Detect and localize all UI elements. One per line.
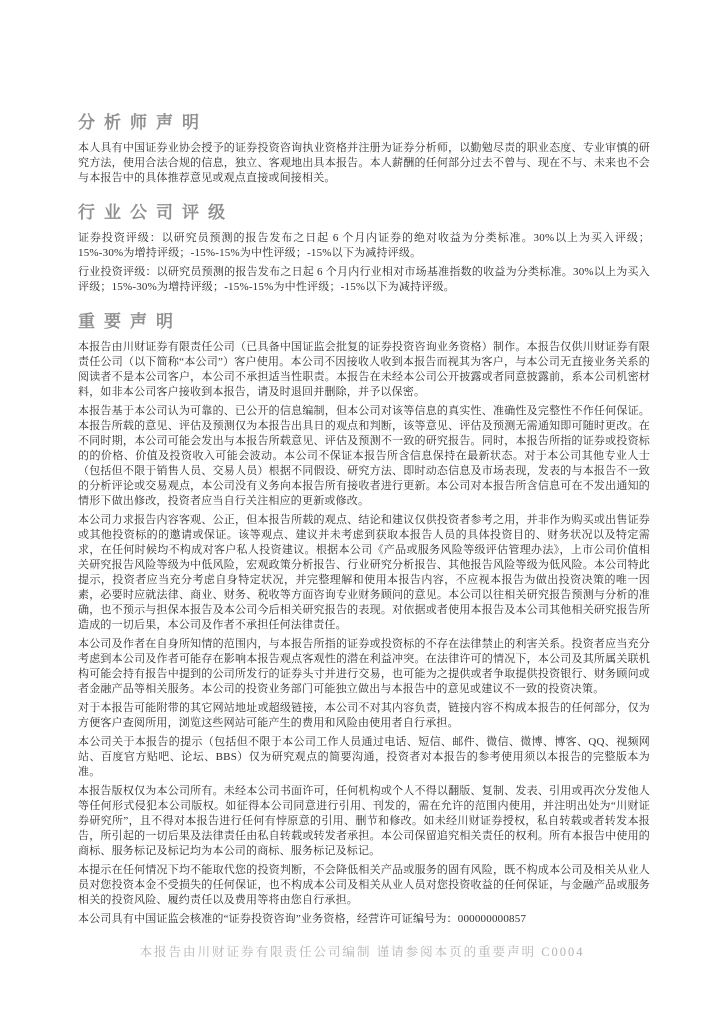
rating-industry-paragraph: 行业投资评级：以研究员预测的报告发布之日起 6 个月内行业相对市场基准指数的收益为分类标准。30%以上为买入评级；15%-30%为增持评级；-15%-15%为中性评级；-15%以下为减持评级。 bbox=[78, 266, 650, 293]
section-rating bbox=[78, 202, 650, 295]
important-paragraph-2: 本报告基于本公司认为可靠的、已公开的信息编制，但本公司对该等信息的真实性、准确性及完整性不作任何保证。本报告所载的意见、评估及预测仅为本报告出具日的观点和判断，该等意见、评估及预测无需通知即可随时更改。在不同时期，本公司可能会发出与本报告所载意见、评估及预测不一致的研究报告。同时，本报告所指的证券或投资标的的价格、价值及投资收入可能会波动。本公司不保证本报告所含信息保持在最新状态。对于本公司其他专业人士（包括但不限于销售人员、交易人员）根据不同假设、研究方法、即时动态信息及市场表现，发表的与本报告不一致的分析评论或交易观点，本公司没有义务向本报告所有接收者进行更新。本公司对本报告所含信息可在不发出通知的情形下做出修改，投资者应当自行关注相应的更新或修改。 bbox=[78, 405, 650, 507]
section-analyst-statement bbox=[78, 112, 650, 186]
important-paragraph-3: 本公司力求报告内容客观、公正，但本报告所载的观点、结论和建议仅供投资者参考之用，并非作为购买或出售证券或其他投资标的的邀请或保证。该等观点、建议并未考虑到获取本报告人员的具体投资目的、财务状况以及特定需求，在任何时候均不构成对客户私人投资建议。根据本公司《产品或服务风险等级评估管理办法》，上市公司价值相关研究报告风险等级为中低风险，宏观政策分析报告、行业研究分析报告、其他报告风险等级为低风险。本公司特此提示，投资者应当充分考虑自身特定状况，并完整理解和使用本报告内容，不应视本报告为做出投资决策的唯一因素，必要时应就法律、商业、财务、税收等方面咨询专业财务顾问的意见。本公司以往相关研究报告预测与分析的准确，也不预示与担保本报告及本公司今后相关研究报告的表现。对依据或者使用本报告及本公司其他相关研究报告所造成的一切后果，本公司及作者不承担任何法律责任。 bbox=[78, 514, 650, 631]
important-paragraph-4: 本公司及作者在自身所知情的范围内，与本报告所指的证券或投资标的不存在法律禁止的利害关系。投资者应当充分考虑到本公司及作者可能存在影响本报告观点客观性的潜在利益冲突。在法律许可的情况下，本公司及其所属关联机构可能会持有报告中提到的公司所发行的证券头寸并进行交易，也可能为之提供或者争取提供投资银行、财务顾问或者金融产品等相关服务。本公司的投资业务部门可能独立做出与本报告中的意见或建议不一致的投资决策。 bbox=[78, 638, 650, 695]
important-paragraph-5: 对于本报告可能附带的其它网站地址或超级链接，本公司不对其内容负责，链接内容不构成本报告的任何部分，仅为方便客户查阅所用，浏览这些网站可能产生的费用和风险由使用者自行承担。 bbox=[78, 702, 650, 729]
analyst-statement-title: 分析师声明 bbox=[78, 113, 208, 132]
important-paragraph-9: 本公司具有中国证监会核准的“证券投资咨询”业务资格，经营许可证编号为：000000000857 bbox=[78, 913, 527, 925]
section-important-statement bbox=[78, 311, 650, 927]
important-paragraph-1: 本报告由川财证券有限责任公司（已具备中国证监会批复的证券投资咨询业务资格）制作。本报告仅供川财证券有限责任公司（以下简称“本公司”）客户使用。本公司不因接收人收到本报告而视其为客户，与本公司无直接业务关系的阅读者不是本公司客户，本公司不承担适当性职责。本报告在未经本公司公开披露或者同意披露前，系本公司机密材料，如非本公司客户接收到本报告，请及时退回并删除，并予以保密。 bbox=[78, 341, 650, 398]
important-paragraph-7: 本报告版权仅为本公司所有。未经本公司书面许可，任何机构或个人不得以翻版、复制、发表、引用或再次分发他人等任何形式侵犯本公司版权。如征得本公司同意进行引用、刊发的，需在允许的范围内使用，并注明出处为“川财证券研究所”，且不得对本报告进行任何有悖原意的引用、删节和修改。如未经川财证券授权，私自转载或者转发本报告，所引起的一切后果及法律责任由私自转载或转发者承担。本公司保留追究相关责任的权利。所有本报告中使用的商标、服务标记及标记均为本公司的商标、服务标记及标记。 bbox=[78, 785, 650, 857]
important-paragraph-8: 本提示在任何情况下均不能取代您的投资判断，不会降低相关产品或服务的固有风险，既不构成本公司及相关从业人员对您投资本金不受损失的任何保证，也不构成本公司及相关从业人员对您投资收益的任何保证，与金融产品或服务相关的投资风险、履约责任以及费用等将由您自行承担。 bbox=[78, 864, 650, 906]
rating-title: 行业公司评级 bbox=[78, 203, 234, 222]
page-footer: 本报告由川财证券有限责任公司编制 谨请参阅本页的重要声明 C0004 bbox=[139, 945, 585, 959]
disclaimer-content bbox=[78, 112, 650, 931]
rating-securities-paragraph: 证券投资评级：以研究员预测的报告发布之日起 6 个月内证券的绝对收益为分类标准。30%以上为买入评级；15%-30%为增持评级；-15%-15%为中性评级；-15%以下为减持评级。 bbox=[78, 232, 650, 259]
analyst-statement-paragraph: 本人具有中国证券业协会授予的证券投资咨询执业资格并注册为证券分析师，以勤勉尽责的职业态度、专业审慎的研究方法，使用合法合规的信息，独立、客观地出具本报告。本人薪酬的任何部分过去不曾与、现在不与、未来也不会与本报告中的具体推荐意见或观点直接或间接相关。 bbox=[78, 142, 650, 184]
important-paragraph-6: 本公司关于本报告的提示（包括但不限于本公司工作人员通过电话、短信、邮件、微信、微博、博客、QQ、视频网站、百度官方贴吧、论坛、BBS）仅为研究观点的简要沟通，投资者对本报告的参考使用须以本报告的完整版本为准。 bbox=[78, 736, 650, 778]
important-statement-title: 重要声明 bbox=[78, 312, 182, 331]
